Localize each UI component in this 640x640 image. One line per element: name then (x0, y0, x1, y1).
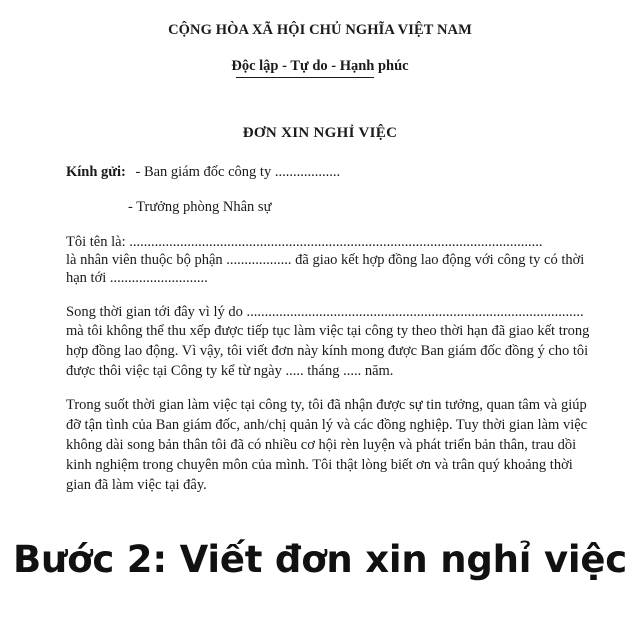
national-motto: Độc lập - Tự do - Hạnh phúc (231, 58, 409, 74)
motto-underline (236, 77, 374, 78)
paragraph-2-line-1: Song thời gian tới đây vì lý do ............................................................................................. (66, 304, 584, 320)
paragraph-2-line-3: hợp đồng lao động. Vì vậy, tôi viết đơn này kính mong được Ban giám đốc đồng ý cho tôi (66, 343, 589, 359)
paragraph-1-line-1: Tôi tên là: .................................................................................................................. (66, 234, 543, 250)
paragraph-1-line-2: là nhân viên thuộc bộ phận .................. đã giao kết hợp đồng lao động với công ty có thời (66, 252, 585, 268)
document-title: ĐƠN XIN NGHỈ VIỆC (242, 125, 398, 141)
national-title: CỘNG HÒA XÃ HỘI CHỦ NGHĨA VIỆT NAM (168, 22, 472, 38)
paragraph-3-line-3: không dài song bản thân tôi đã có nhiều cơ hội rèn luyện và phát triển bản thân, trau dồi (66, 437, 577, 453)
paragraph-3-line-5: gian đã làm việc tại đây. (66, 477, 207, 493)
recipient-label: Kính gửi: (66, 164, 126, 180)
recipient-2: - Trưởng phòng Nhân sự (128, 199, 272, 215)
paragraph-2-line-4: được thôi việc tại Công ty kể từ ngày ..... tháng ..... năm. (66, 363, 394, 379)
paragraph-3-line-4: kinh nghiệm trong chuyên môn của mình. Tôi thật lòng biết ơn và trân quý khoảng thời (66, 457, 573, 473)
step-caption: Bước 2: Viết đơn xin nghỉ việc (13, 538, 627, 581)
paragraph-3-line-2: đỡ tận tình của Ban giám đốc, anh/chị quản lý và các đồng nghiệp. Tuy thời gian làm việc (66, 417, 588, 433)
recipient-1: - Ban giám đốc công ty .................. (135, 164, 341, 180)
paragraph-2-line-2: mà tôi không thể thu xếp được tiếp tục làm việc tại công ty theo thời hạn đã giao kết trong (66, 323, 590, 339)
paragraph-1-line-3: hạn tới ........................... (66, 270, 208, 286)
recipient-line-1 (66, 164, 340, 181)
paragraph-3-line-1: Trong suốt thời gian làm việc tại công ty, tôi đã nhận được sự tin tưởng, quan tâm và giúp (66, 397, 587, 413)
